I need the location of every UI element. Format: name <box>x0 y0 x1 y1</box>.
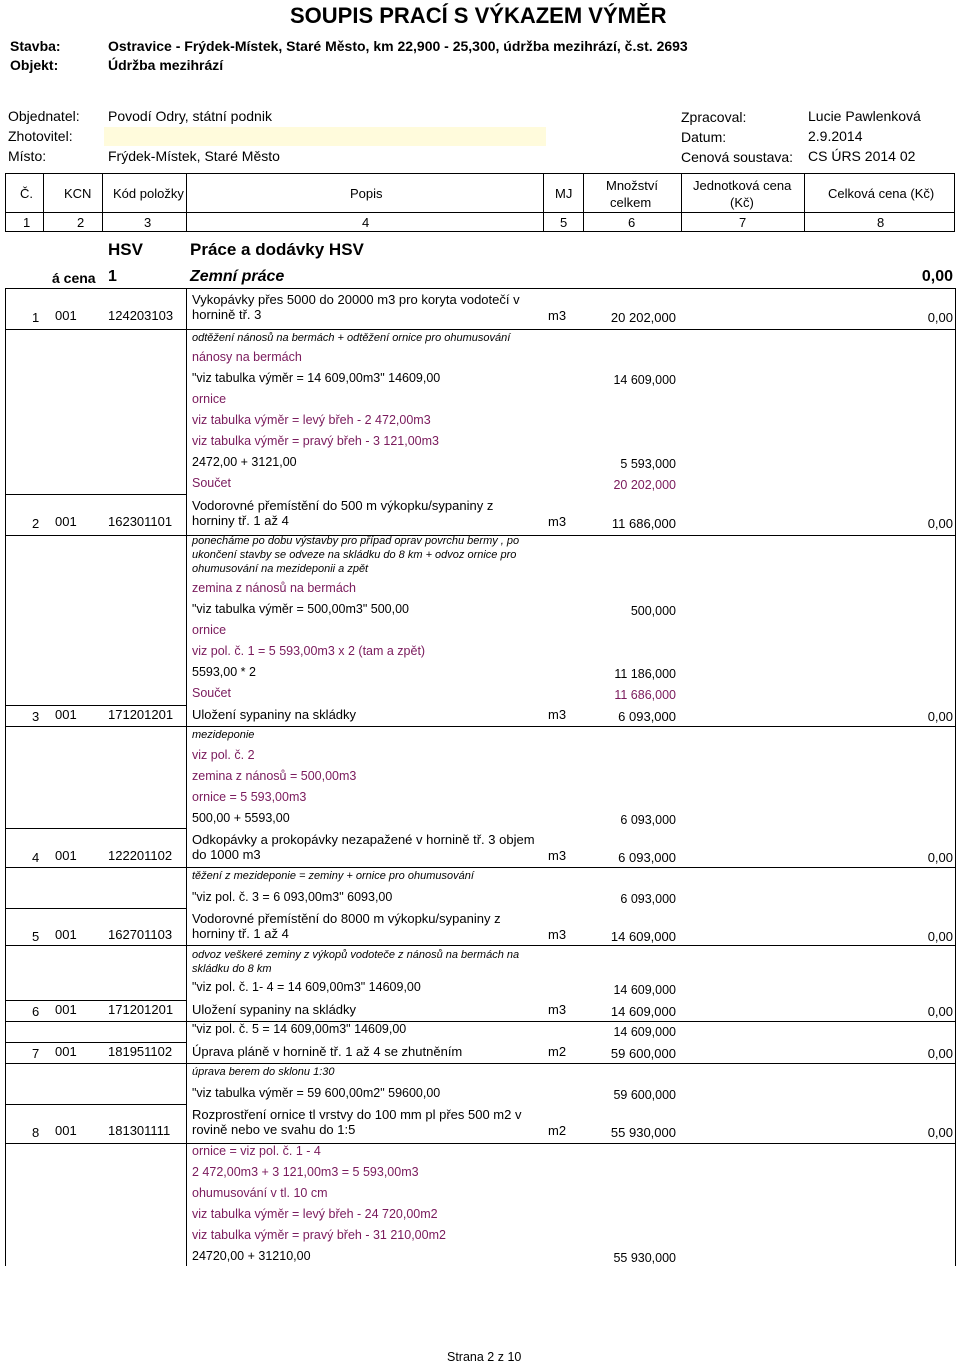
measure-line: ohumusování v tl. 10 cm <box>192 1186 328 1200</box>
item-quantity: 14 609,000 <box>610 929 676 944</box>
measure-line: ornice = viz pol. č. 1 - 4 <box>192 1144 321 1158</box>
item-quantity: 11 686,000 <box>611 516 676 531</box>
item-number: 4 <box>32 850 40 865</box>
item-code: 124203103 <box>108 308 174 323</box>
measure-line: 2 472,00m3 + 3 121,00m3 = 5 593,00m3 <box>192 1165 419 1179</box>
datum-value: 2.9.2014 <box>808 128 863 144</box>
item-total: 0,00 <box>927 1046 953 1061</box>
measure-line: "viz pol. č. 3 = 6 093,00m3" 6093,00 <box>192 890 393 904</box>
item-unit: m3 <box>548 848 567 863</box>
item-kcn: 001 <box>55 1123 77 1138</box>
item-total: 0,00 <box>927 310 953 325</box>
item-unit: m2 <box>548 1123 567 1138</box>
measure-value: 14 609,000 <box>613 983 676 997</box>
item-total: 0,00 <box>927 709 953 724</box>
measure-line: "viz pol. č. 1- 4 = 14 609,00m3" 14609,00 <box>192 980 421 994</box>
item-total: 0,00 <box>927 1125 953 1140</box>
measure-value: 500,000 <box>630 604 676 618</box>
measure-line: 5593,00 * 2 <box>192 665 256 679</box>
section-code: HSV <box>108 240 143 259</box>
objednatel-label: Objednatel: <box>8 108 80 124</box>
objekt-value: Údržba mezihrází <box>108 57 224 73</box>
item-quantity: 20 202,000 <box>610 310 676 325</box>
col-header-kcn: KCN <box>64 186 92 201</box>
measure-line: 2472,00 + 3121,00 <box>192 455 297 469</box>
item-description: Úprava pláně v hornině tř. 1 až 4 se zhutněním <box>192 1044 463 1059</box>
sum-value: 20 202,000 <box>613 478 676 492</box>
col-num: 5 <box>560 215 568 230</box>
item-unit: m3 <box>548 707 567 722</box>
measure-line: ornice <box>192 623 227 637</box>
stavba-label: Stavba: <box>10 38 61 54</box>
col-header-c: Č. <box>20 186 33 201</box>
item-description: Vykopávky přes 5000 do 20000 m3 pro koryta vodotečí v hornině tř. 3 <box>192 292 520 322</box>
measure-value: 11 186,000 <box>614 667 676 681</box>
measure-value: 14 609,000 <box>613 373 676 387</box>
item-total: 0,00 <box>927 516 953 531</box>
item-description: Rozprostření ornice tl vrstvy do 100 mm pl přes 500 m2 v rovině nebo ve svahu do 1:5 <box>192 1107 522 1137</box>
col-header-mj: MJ <box>555 186 573 201</box>
measure-line: zemina z nánosů = 500,00m3 <box>192 769 357 783</box>
part-total: 0,00 <box>921 268 953 285</box>
item-number: 3 <box>32 709 40 724</box>
col-num: 1 <box>23 215 31 230</box>
item-number: 6 <box>32 1004 40 1019</box>
col-num: 3 <box>144 215 152 230</box>
item-number: 7 <box>32 1046 40 1061</box>
measure-line: viz tabulka výměr = pravý břeh - 3 121,00m3 <box>192 434 439 448</box>
objednatel-value: Povodí Odry, státní podnik <box>108 108 272 124</box>
measure-line: viz tabulka výměr = levý břeh - 2 472,00m3 <box>192 413 431 427</box>
col-header-kc: (Kč) <box>730 195 754 210</box>
item-kcn: 001 <box>55 927 77 942</box>
item-note: odvoz veškeré zeminy z výkopů vodoteče z nánosů na bermách na skládku do 8 km <box>192 949 520 975</box>
col-header-celkem: celkem <box>610 195 652 210</box>
measure-line: zemina z nánosů na bermách <box>192 581 356 595</box>
item-description: Uložení sypaniny na skládky <box>192 1002 357 1017</box>
item-note: těžení z mezideponie = zeminy + ornice pro ohumusování <box>192 870 474 882</box>
item-note: odtěžení nánosů na bermách + odtěžení ornice pro ohumusování <box>192 332 511 344</box>
item-total: 0,00 <box>927 1004 953 1019</box>
item-number: 2 <box>32 516 40 531</box>
sum-label: Součet <box>192 476 231 490</box>
item-kcn: 001 <box>55 848 77 863</box>
item-number: 5 <box>32 929 40 944</box>
measure-value: 55 930,000 <box>613 1251 676 1265</box>
measure-line: viz pol. č. 1 = 5 593,00m3 x 2 (tam a zpět) <box>192 644 426 658</box>
item-description: Uložení sypaniny na skládky <box>192 707 357 722</box>
item-total: 0,00 <box>927 850 953 865</box>
measure-line: ornice = 5 593,00m3 <box>192 790 307 804</box>
measure-line: "viz pol. č. 5 = 14 609,00m3" 14609,00 <box>192 1022 407 1036</box>
item-quantity: 59 600,000 <box>610 1046 676 1061</box>
col-num: 2 <box>77 215 85 230</box>
item-unit: m3 <box>548 308 567 323</box>
item-description: Vodorovné přemístění do 500 m výkopku/sypaniny z horniny tř. 1 až 4 <box>192 498 494 528</box>
page-number: Strana 2 z 10 <box>447 1350 522 1364</box>
zhotovitel-field <box>104 127 546 146</box>
item-code: 181951102 <box>108 1044 173 1059</box>
measure-value: 59 600,000 <box>613 1088 676 1102</box>
measure-line: "viz tabulka výměr = 14 609,00m3" 14609,00 <box>192 371 441 385</box>
col-num: 7 <box>739 215 747 230</box>
measure-value: 14 609,000 <box>613 1025 676 1039</box>
item-kcn: 001 <box>55 514 77 529</box>
col-header-kod: Kód položky <box>113 186 184 201</box>
col-header-mnozstvi: Množství <box>606 178 659 193</box>
measure-value: 6 093,000 <box>620 892 676 906</box>
item-unit: m2 <box>548 1044 567 1059</box>
measure-line: 500,00 + 5593,00 <box>192 811 290 825</box>
item-number: 1 <box>32 310 40 325</box>
item-note: mezideponie <box>192 729 255 741</box>
item-code: 122201102 <box>108 848 173 863</box>
item-code: 162701103 <box>108 927 173 942</box>
item-quantity: 55 930,000 <box>610 1125 676 1140</box>
item-unit: m3 <box>548 514 567 529</box>
section-title: Práce a dodávky HSV <box>190 240 364 259</box>
measure-line: "viz tabulka výměr = 500,00m3" 500,00 <box>192 602 409 616</box>
item-quantity: 6 093,000 <box>618 709 676 724</box>
item-note: úprava berem do sklonu 1:30 <box>192 1066 335 1078</box>
zpracoval-value: Lucie Pawlenková <box>808 108 921 124</box>
misto-value: Frýdek-Místek, Staré Město <box>108 148 280 164</box>
part-title: Zemní práce <box>190 268 285 285</box>
item-description: Vodorovné přemístění do 8000 m výkopku/sypaniny z horniny tř. 1 až 4 <box>192 911 501 941</box>
item-quantity: 6 093,000 <box>618 850 676 865</box>
item-code: 181301111 <box>108 1123 171 1138</box>
measure-line: nánosy na bermách <box>192 350 302 364</box>
col-num: 6 <box>628 215 636 230</box>
item-code: 171201201 <box>108 707 174 722</box>
page-title: SOUPIS PRACÍ S VÝKAZEM VÝMĚR <box>290 3 667 28</box>
col-num: 8 <box>877 215 885 230</box>
item-note: ponecháme po dobu výstavby pro případ oprav povrchu bermy , po ukončení stavby se odveze na skládku do 8 km + odvoz ornice pro ohumusování na mezideponii a zpět <box>192 535 520 575</box>
zhotovitel-label: Zhotovitel: <box>8 128 73 144</box>
col-num: 4 <box>362 215 370 230</box>
measure-value: 6 093,000 <box>620 813 676 827</box>
item-kcn: 001 <box>55 308 77 323</box>
stavba-value: Ostravice - Frýdek-Místek, Staré Město, km 22,900 - 25,300, údržba mezihrází, č.st. 2693 <box>108 38 688 54</box>
item-description: Odkopávky a prokopávky nezapažené v hornině tř. 3 objem do 1000 m3 <box>192 832 535 862</box>
measure-line: viz pol. č. 2 <box>192 748 255 762</box>
objekt-label: Objekt: <box>10 57 59 73</box>
item-code: 162301101 <box>108 514 173 529</box>
part-label: á cena <box>52 270 96 286</box>
item-unit: m3 <box>548 927 567 942</box>
item-quantity: 14 609,000 <box>610 1004 676 1019</box>
item-code: 171201201 <box>108 1002 174 1017</box>
item-kcn: 001 <box>55 1044 77 1059</box>
item-kcn: 001 <box>55 707 77 722</box>
item-number: 8 <box>32 1125 40 1140</box>
measure-line: viz tabulka výměr = pravý břeh - 31 210,00m2 <box>192 1228 446 1242</box>
part-number: 1 <box>108 268 117 285</box>
measure-line: "viz tabulka výměr = 59 600,00m2" 59600,00 <box>192 1086 441 1100</box>
zpracoval-label: Zpracoval: <box>681 109 747 125</box>
item-kcn: 001 <box>55 1002 77 1017</box>
col-header-celkova: Celková cena (Kč) <box>828 186 935 201</box>
sum-value: 11 686,000 <box>614 688 676 702</box>
item-unit: m3 <box>548 1002 567 1017</box>
col-header-popis: Popis <box>350 186 383 201</box>
col-header-jednotkova: Jednotková cena <box>693 178 792 193</box>
soustava-label: Cenová soustava: <box>681 149 794 165</box>
measure-line: ornice <box>192 392 227 406</box>
measure-value: 5 593,000 <box>620 457 676 471</box>
misto-label: Místo: <box>8 148 47 164</box>
measure-line: 24720,00 + 31210,00 <box>192 1249 311 1263</box>
measure-line: viz tabulka výměr = levý břeh - 24 720,00m2 <box>192 1207 438 1221</box>
item-total: 0,00 <box>927 929 953 944</box>
sum-label: Součet <box>192 686 231 700</box>
soustava-value: CS ÚRS 2014 02 <box>808 148 916 164</box>
datum-label: Datum: <box>681 129 727 145</box>
